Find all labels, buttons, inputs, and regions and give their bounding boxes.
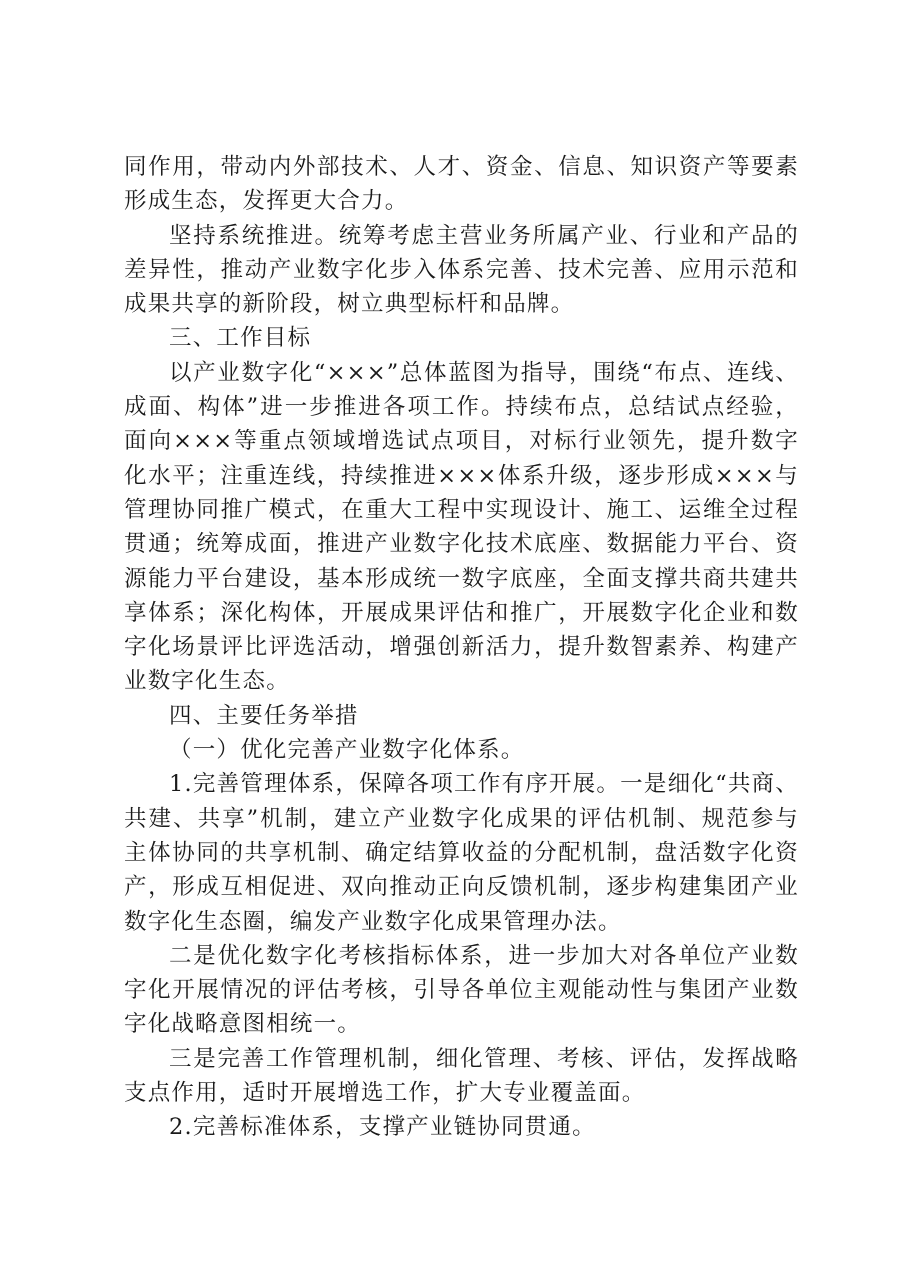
- paragraph-systematic-advance: 坚持系统推进。统筹考虑主营业务所属产业、行业和产品的差异性，推动产业数字化步入体系完善、技术完善、应用示范和成果共享的新阶段，树立典型标杆和品牌。: [124, 222, 799, 318]
- section-heading-main-tasks: 四、主要任务举措: [169, 702, 359, 729]
- paragraph-standard-system: 2.完善标准体系，支撑产业链协同贯通。: [169, 1114, 596, 1141]
- paragraph-continuation: 同作用，带动内外部技术、人才、资金、信息、知识资产等要素形成生态，发挥更大合力。: [124, 154, 799, 215]
- section-heading-work-goals: 三、工作目标: [169, 325, 312, 352]
- paragraph-work-mechanism: 三是完善工作管理机制，细化管理、考核、评估，发挥战略支点作用，适时开展增选工作，扩大专业覆盖面。: [124, 1045, 799, 1107]
- document-body: [124, 150, 799, 1145]
- subsection-heading-optimize-system: （一）优化完善产业数字化体系。: [169, 737, 525, 764]
- paragraph-work-goals: 以产业数字化“×××”总体蓝图为指导，围绕“布点、连线、成面、构体”进一步推进各项工作。持续布点，总结试点经验，面向×××等重点领域增选试点项目，对标行业领先，提升数字化水平；注重连线，持续推进×××体系升级，逐步形成×××与管理协同推广模式，在重大工程中实现设计、施工、运维全过程贯通；统筹成面，推进产业数字化技术底座、数据能力平台、资源能力平台建设，基本形成统一数字底座，全面支撑共商共建共享体系；深化构体，开展成果评估和推广，开展数字化企业和数字化场景评比评选活动，增强创新活力，提升数智素养、构建产业数字化生态。: [124, 359, 799, 695]
- paragraph-assessment-indicators: 二是优化数字化考核指标体系，进一步加大对各单位产业数字化开展情况的评估考核，引导各单位主观能动性与集团产业数字化战略意图相统一。: [124, 942, 799, 1038]
- paragraph-management-system: 1.完善管理体系，保障各项工作有序开展。一是细化“共商、共建、共享”机制，建立产业数字化成果的评估机制、规范参与主体协同的共享机制、确定结算收益的分配机制，盘活数字化资产，形成互相促进、双向推动正向反馈机制，逐步构建集团产业数字化生态圈，编发产业数字化成果管理办法。: [124, 771, 799, 935]
